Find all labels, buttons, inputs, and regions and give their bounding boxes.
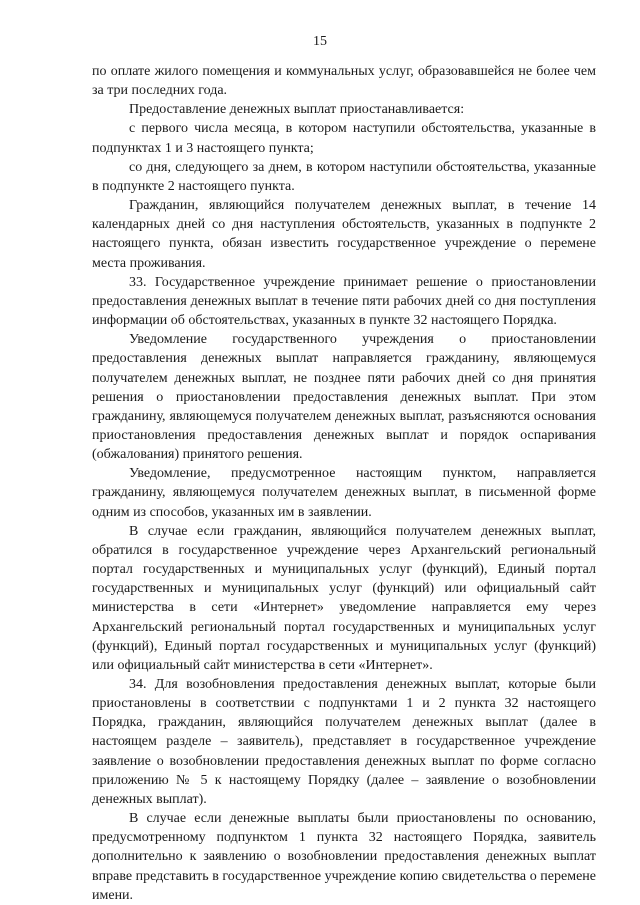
paragraph: по оплате жилого помещения и коммунальных услуг, образовавшейся не более чем за три последних года. [92,64,596,99]
page-number: 15 [313,34,327,49]
paragraph-item-34: 34. Для возобновления предоставления денежных выплат, которые были приостановлены в соответствии с подпунктами 1 и 2 пункта 32 настоящего Порядка, гражданин, являющийся получателем денежных выплат (далее в настоящем разделе – заявитель), представляет в государственное учреждение заявление о возобновлении предоставления денежных выплат по форме согласно приложению № 5 к настоящему Порядку (далее – заявление о возобновлении денежных выплат). [92,677,596,807]
paragraph: Уведомление государственного учреждения о приостановлении предоставления денежных выплат направляется гражданину, являющемуся получателем денежных выплат, не позднее пяти рабочих дней со дня принятия решения о приостановлении предоставления денежных выплат. При этом гражданину, являющемуся получателем денежных выплат, разъясняются основания приостановления предоставления денежных выплат и порядок оспаривания (обжалования) принятого решения. [92,332,596,463]
paragraph: с первого числа месяца, в котором наступили обстоятельства, указанные в подпунктах 1 и 3 настоящего пункта; [92,121,596,156]
document-body [92,62,596,905]
paragraph: В случае если денежные выплаты были приостановлены по основанию, предусмотренному подпунктом 1 пункта 32 настоящего Порядка, заявитель дополнительно к заявлению о возобновлении предоставления денежных выплат вправе представить в государственное учреждение копию свидетельства о перемене имени. [92,811,596,903]
paragraph: Уведомление, предусмотренное настоящим пунктом, направляется гражданину, являющемуся получателем денежных выплат, в письменной форме одним из способов, указанных им в заявлении. [92,466,596,520]
paragraph: Гражданин, являющийся получателем денежных выплат, в течение 14 календарных дней со дня наступления обстоятельств, указанных в подпункте 2 настоящего пункта, обязан известить государственное учреждение о перемене места проживания. [92,198,596,271]
paragraph-item-33: 33. Государственное учреждение принимает решение о приостановлении предоставления денежных выплат в течение пяти рабочих дней со дня поступления информации об обстоятельствах, указанных в пункте 32 настоящего Порядка. [92,274,596,329]
paragraph: Предоставление денежных выплат приостанавливается: [129,102,465,118]
paragraph: В случае если гражданин, являющийся получателем денежных выплат, обратился в государственное учреждение через Архангельский региональный портал государственных и муниципальных услуг (функций), Единый портал государственных и муниципальных услуг (функций) или официальный сайт министерства в сети «Интернет» уведомление направляется ему через Архангельский региональный портал государственных и муниципальных услуг (функций), Единый портал государственных и муниципальных услуг (функций) или официальный сайт министерства в сети «Интернет». [92,523,596,673]
paragraph: со дня, следующего за днем, в котором наступили обстоятельства, указанные в подпункте 2 настоящего пункта. [92,159,596,194]
